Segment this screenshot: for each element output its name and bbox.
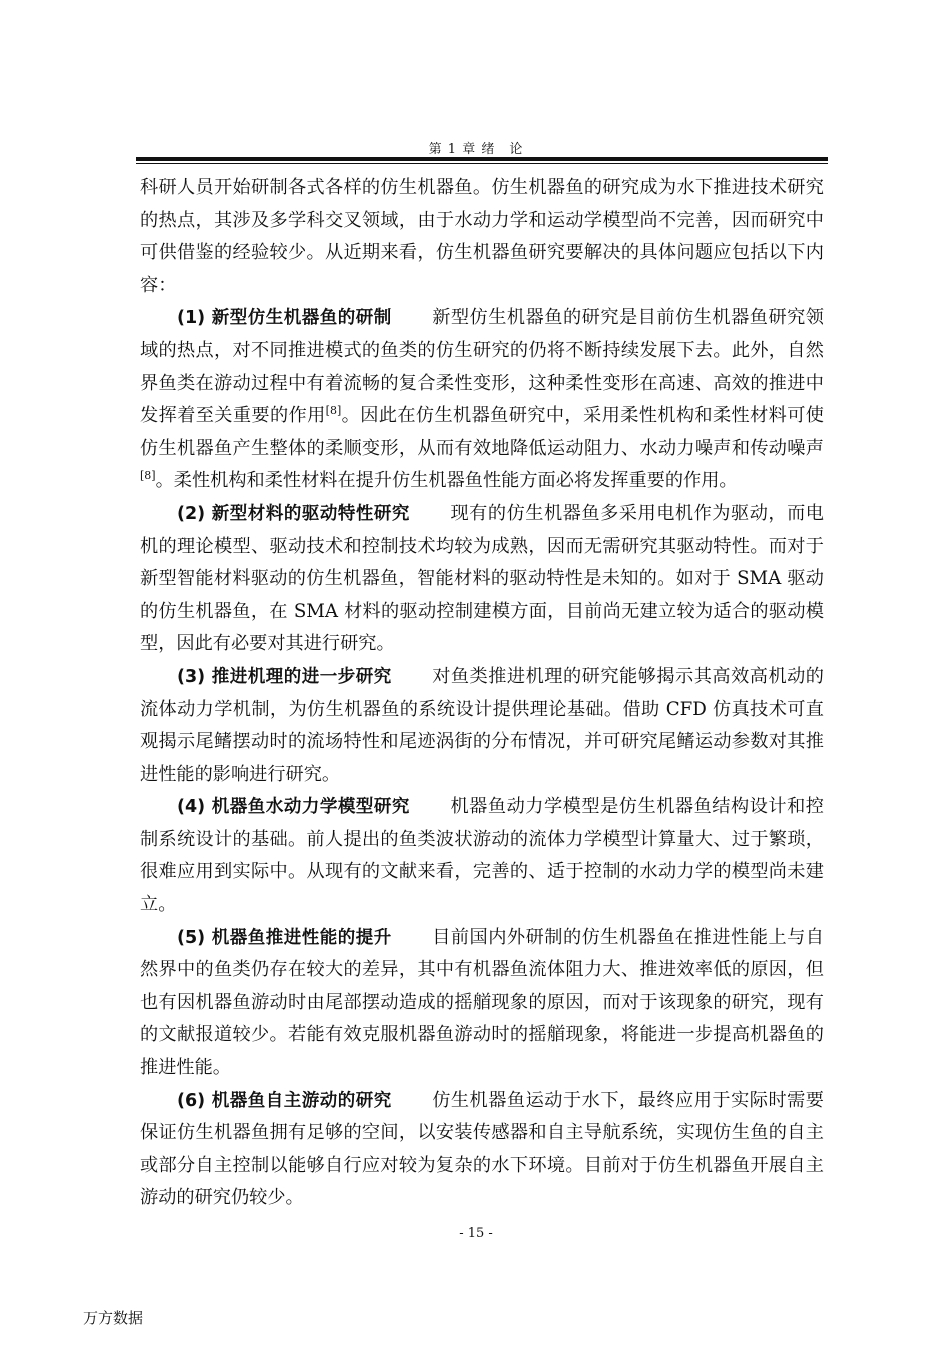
item-3-paragraph (140, 661, 824, 791)
item-6-paragraph (140, 1085, 824, 1215)
item-2-text: 现有的仿生机器鱼多采用电机作为驱动，而电机的理论模型、驱动技术和控制技术均较为成熟，因而无需研究其驱动特性。而对于新型智能材料驱动的仿生机器鱼，智能材料的驱动特性是未知的。如对于 SMA 驱动的仿生机器鱼，在 SMA 材料的驱动控制建模方面，目前尚无建立较为适合的驱动模型，因此有必要对其进行研究。 (140, 502, 824, 655)
item-4-text: 机器鱼动力学模型是仿生机器鱼结构设计和控制系统设计的基础。前人提出的鱼类波状游动的流体力学模型计算量大、过于繁琐， 很难应用到实际中。从现有的文献来看，完善的、适于控制的水动力学的模型尚未建立。 (140, 796, 824, 916)
item-6-heading: (6) 机器鱼自主游动的研究 (177, 1090, 392, 1111)
citation-ref: [8] (140, 469, 156, 483)
page-number: - 15 - (459, 1226, 493, 1241)
footer-watermark: 万方数据 (83, 1309, 144, 1327)
intro-paragraph: 科研人员开始研制各式各样的仿生机器鱼。仿生机器鱼的研究成为水下推进技术研究的热点，其涉及多学科交叉领域，由于水动力学和运动学模型尚不完善，因而研究中可供借鉴的经验较少。从近期来看，仿生机器鱼研究要解决的具体问题应包括以下内容： (140, 177, 824, 296)
item-1-text-a: 新型仿生机器鱼的研究是目前仿生机器鱼研究领域的热点，对不同推进模式的鱼类的仿生研究的仍将不断持续发展下去。此外，自然界鱼类在游动过程中有着流畅的复合柔性变形，这种柔性变形在高速、高效的推进中发挥着至关重要的作用 (140, 307, 824, 427)
item-2-heading: (2) 新型材料的驱动特性研究 (177, 503, 410, 524)
item-5-heading: (5) 机器鱼推进性能的提升 (177, 927, 392, 948)
item-4-paragraph (140, 791, 824, 921)
page-body (140, 172, 824, 1215)
item-5-paragraph (140, 922, 824, 1085)
item-2-paragraph (140, 498, 824, 661)
item-1-paragraph (140, 302, 824, 498)
header-rule-thick (136, 157, 828, 161)
item-4-heading: (4) 机器鱼水动力学模型研究 (177, 797, 410, 818)
item-5-text: 目前国内外研制的仿生机器鱼在推进性能上与自然界中的鱼类仍存在较大的差异，其中有机器鱼流体阻力大、推进效率低的原因，但也有因机器鱼游动时由尾部摆动造成的摇艏现象的原因，而对于该现象的研究，现有的文献报道较少。若能有效克服机器鱼游动时的摇艏现象，将能进一步提高机器鱼的推进性能。 (140, 926, 824, 1079)
item-3-heading: (3) 推进机理的进一步研究 (177, 666, 392, 687)
item-1-text-b: 。因此在仿生机器鱼研究中，采用柔性机构和柔性材料可使仿生机器鱼产生整体的柔顺变形，从而有效地降低运动阻力、水动力噪声和传动噪声 (140, 405, 824, 459)
citation-ref: [8] (325, 404, 342, 418)
header-rule-thin (136, 163, 828, 164)
item-6-text: 仿生机器鱼运动于水下，最终应用于实际时需要保证仿生机器鱼拥有足够的空间，以安装传感器和自主导航系统，实现仿生鱼的自主或部分自主控制以能够自行应对较为复杂的水下环境。目前对于仿生机器鱼开展自主游动的研究仍较少。 (140, 1089, 824, 1209)
item-3-text: 对鱼类推进机理的研究能够揭示其高效高机动的流体动力学机制，为仿生机器鱼的系统设计提供理论基础。借助 CFD 仿真技术可直观揭示尾鳍摆动时的流场特性和尾迹涡街的分布情况，并可研究尾鳍运动参数对其推进性能的影响进行研究。 (140, 665, 824, 785)
running-header: 第 1 章 绪 论 (428, 142, 524, 157)
item-1-text-c: 。柔性机构和柔性材料在提升仿生机器鱼性能方面必将发挥重要的作用。 (155, 470, 738, 492)
item-1-heading: (1) 新型仿生机器鱼的研制 (177, 308, 392, 329)
